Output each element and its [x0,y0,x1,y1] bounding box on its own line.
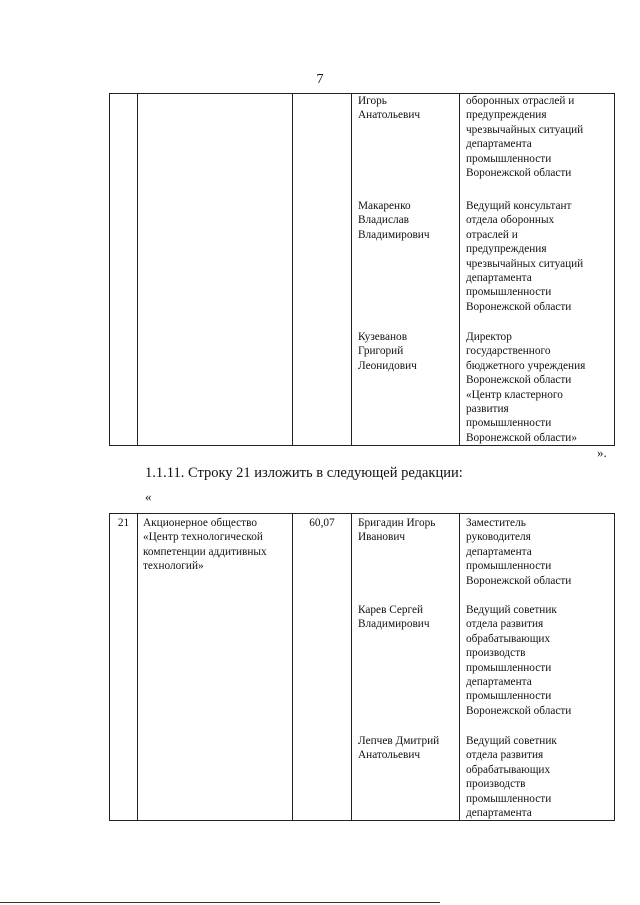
member-position: Директор государственного бюджетного учреждения Воронежской области «Центр кластерного развития промышленности Воронежской области» [466,331,586,444]
opening-quote: « [145,489,152,504]
cell-positions [460,94,615,446]
member-name: Бригадин Игорь Иванович [358,517,436,544]
row-number: 21 [110,514,138,821]
closing-quote: ». [597,445,607,460]
cell-names [352,94,460,446]
member-name: Кузеванов Григорий Леонидович [358,331,417,372]
row-21-table [109,513,615,821]
member-position: оборонных отраслей и предупреждения чрезвычайных ситуаций департамента промышленности Воронежской области [466,95,584,180]
member-name: Карев Сергей Владимирович [358,604,430,631]
cell-positions [460,514,615,821]
organization-name: Акционерное общество «Центр технологической компетенции аддитивных технологий» [138,514,293,821]
amendment-instruction: 1.1.11. Строку 21 изложить в следующей редакции: [145,465,463,481]
member-position: Ведущий советник отдела развития обрабатывающих производств промышленности департамента промышленности Воронежской области [466,604,572,717]
cell-share [293,94,352,446]
members-table-continued [109,93,615,446]
member-name: Лепчев Дмитрий Анатольевич [358,735,440,762]
cell-organization [138,94,293,446]
bottom-rule [0,902,440,903]
cell-names [352,514,460,821]
page-number: 7 [316,72,324,87]
member-position: Ведущий консультант отдела оборонных отраслей и предупреждения чрезвычайных ситуаций департамента промышленности Воронежской области [466,200,584,313]
cell-number [110,94,138,446]
share-value: 60,07 [293,514,352,821]
member-name: Игорь Анатольевич [358,95,421,122]
member-name: Макаренко Владислав Владимирович [358,200,430,241]
member-position: Заместитель руководителя департамента промышленности Воронежской области [466,517,572,587]
member-position: Ведущий советник отдела развития обрабатывающих производств промышленности департамента [466,735,557,820]
